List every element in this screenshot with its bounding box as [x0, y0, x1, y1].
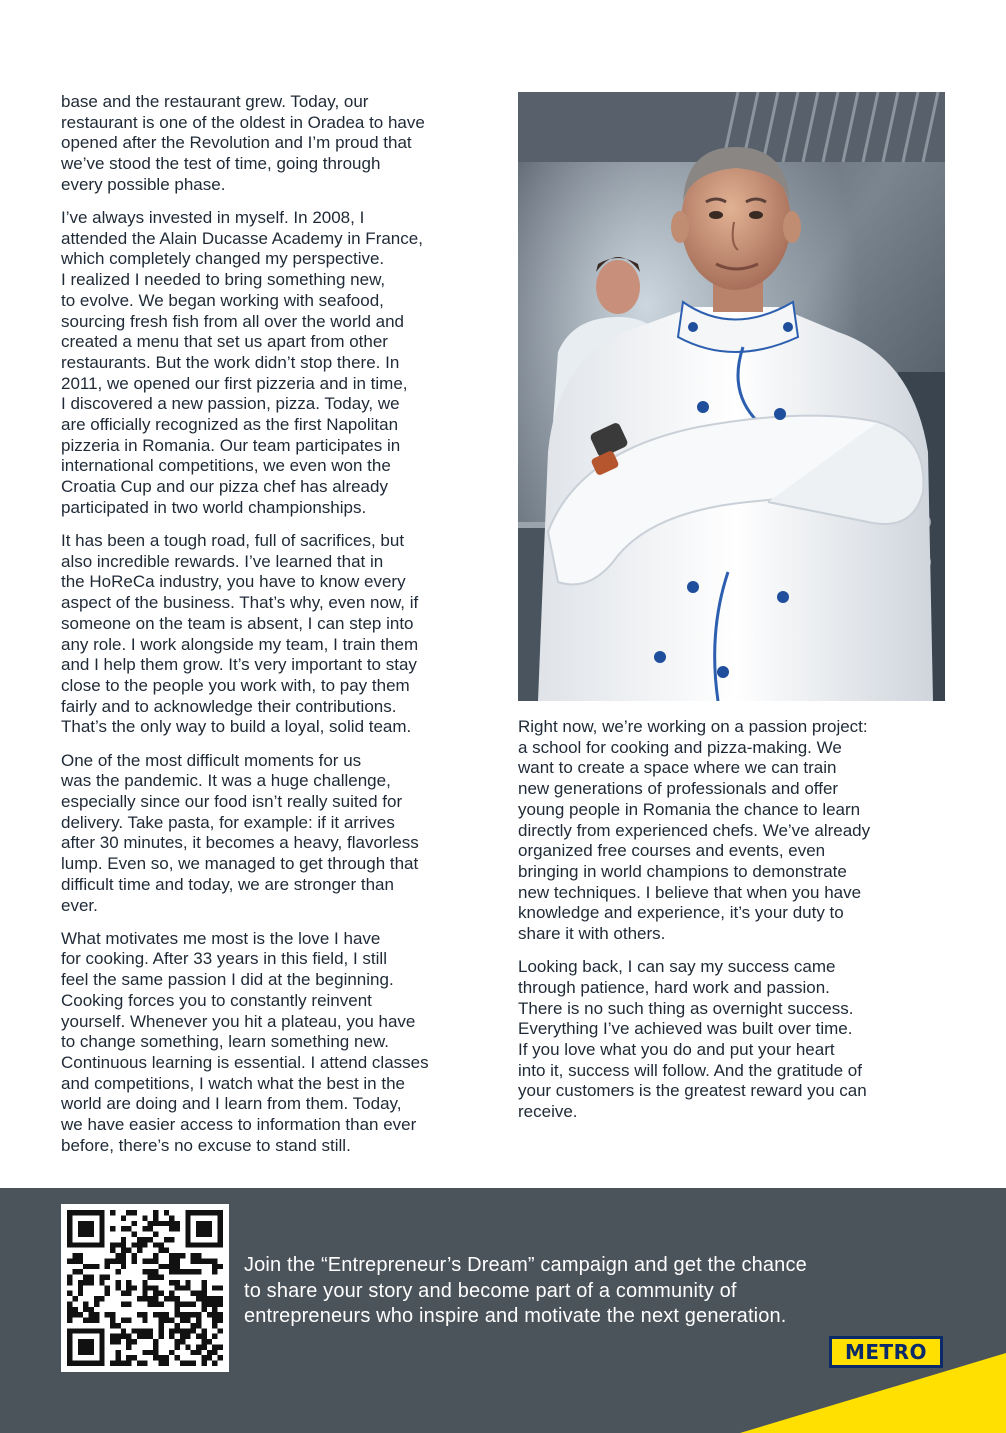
paragraph: What motivates me most is the love I have for cooking. After 33 years in this field, I still feel the same passion I did at the beginning. Cooking forces you to constantly reinvent yourself. Whenever you hit a plateau, you have to change something, learn something new. Continuous learning is essential. I attend classes and competitions, I watch what the best in the world are doing and I learn from them. Today, we have easier access to information than ever before, there’s no excuse to stand still.: [61, 928, 429, 1155]
paragraph: It has been a tough road, full of sacrifices, but also incredible rewards. I’ve learned that in the HoReCa industry, you have to know every aspect of the business. That’s why, even now, if someone on the team is absent, I can step into any role. I work alongside my team, I train them and I help them grow. It’s very important to stay close to the people you work with, to pay them fairly and to acknowledge their contributions. That’s the only way to build a loyal, solid team.: [61, 531, 419, 737]
metro-logo: [829, 1336, 943, 1368]
paragraph: Looking back, I can say my success came through patience, hard work and passion. There is no such thing as overnight success. Everything I’ve achieved was built over time. If you love what you do and put your heart into it, success will follow. And the gratitude of your customers is the greatest reward you can receive.: [518, 957, 867, 1122]
campaign-promo-text: Join the “Entrepreneur’s Dream” campaign and get the chance to share your story and become part of a community of entrepreneurs who inspire and motivate the next generation.: [244, 1254, 807, 1328]
chef-portrait-illustration: [518, 92, 945, 701]
paragraph: I’ve always invested in myself. In 2008, I attended the Alain Ducasse Academy in France, which completely changed my perspective. I realized I needed to bring something new, to evolve. We began working with seafood, sourcing fresh fish from all over the world and created a menu that set us apart from other restaurants. But the work didn’t stop there. In 2011, we opened our first pizzeria and in time, I discovered a new passion, pizza. Today, we are officially recognized as the first Napolitan pizzeria in Romania. Our team participates in international competitions, we even won the Croatia Cup and our pizza chef has already participated in two world championships.: [61, 208, 423, 517]
chef-portrait-photo: [518, 92, 945, 701]
paragraph: One of the most difficult moments for us was the pandemic. It was a huge challenge, especially since our food isn’t really suited for delivery. Take pasta, for example: if it arrives after 30 minutes, it becomes a heavy, flavorless lump. Even so, we managed to get through that difficult time and today, we are stronger than ever.: [61, 750, 419, 915]
paragraph: base and the restaurant grew. Today, our restaurant is one of the oldest in Oradea to have opened after the Revolution and I’m proud that we’ve stood the test of time, going through every possible phase.: [61, 92, 425, 194]
qr-code-icon: [67, 1210, 223, 1366]
footer-banner: [0, 1188, 1006, 1433]
paragraph: Right now, we’re working on a passion project: a school for cooking and pizza-making. We want to create a space where we can train new generations of professionals and offer young people in Romania the chance to learn directly from experienced chefs. We’ve already organized free courses and events, even bringing in world champions to demonstrate new techniques. I believe that when you have knowledge and experience, it’s your duty to share it with others.: [518, 717, 871, 944]
qr-code[interactable]: [61, 1204, 229, 1372]
brand-name: METRO: [844, 1340, 928, 1364]
right-text-column: [518, 717, 938, 1135]
left-text-column: [61, 92, 493, 1169]
